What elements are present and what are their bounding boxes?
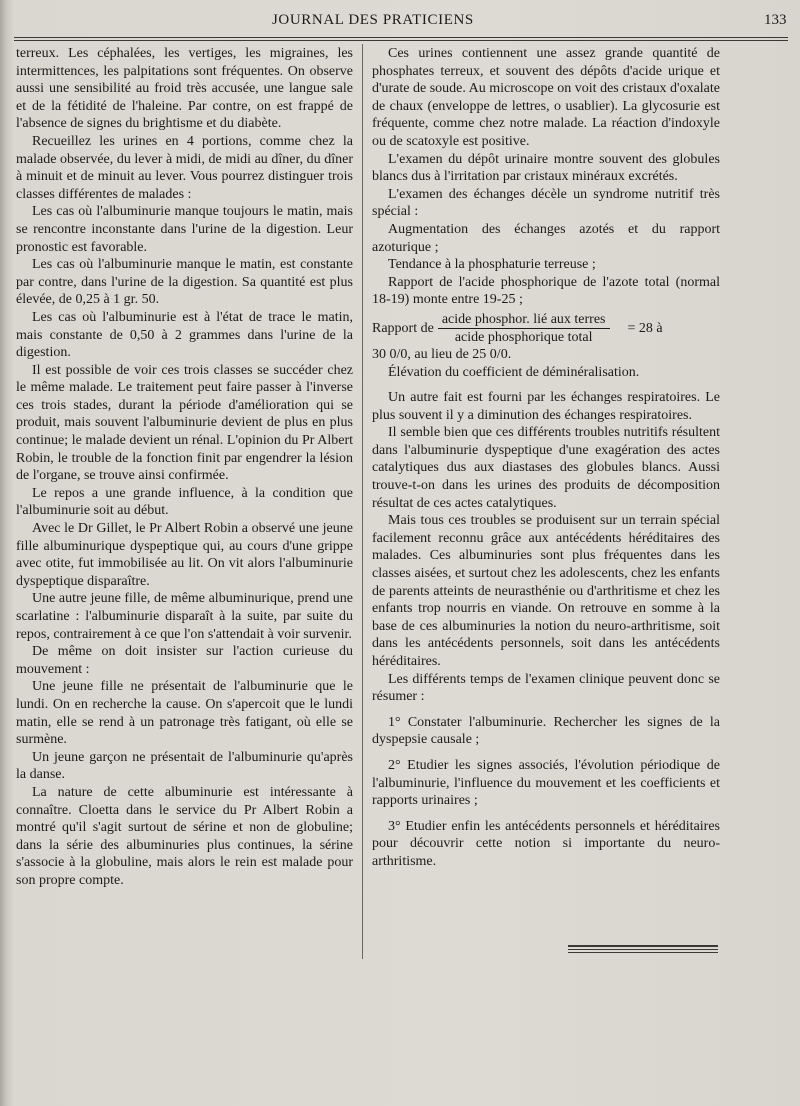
paragraph: La nature de cette albuminurie est intéressante à connaître. Cloetta dans le service du Pr Albert Robin a montré qu'il s'agit surtout de sérine et non de globuline; dans la série des albuminuries plus continues, la sérine s'associe à la globuline, mais alors le rein est malade pour son propre compte. [16,784,353,888]
header-rule-double [14,40,788,41]
paragraph: L'examen du dépôt urinaire montre souvent des globules blancs dus à l'irritation par cristaux minéraux excrétés. [372,151,720,185]
paragraph: Un jeune garçon ne présentait de l'albuminurie qu'après la danse. [16,749,353,783]
paragraph: Les cas où l'albuminurie manque le matin, est constante par contre, dans l'urine de la digestion. Sa quantité est plus élevée, de 0,25 à 1 gr. 50. [16,257,353,308]
paragraph: Il semble bien que ces différents troubles nutritifs résultent dans l'albuminurie dyspeptique d'une exagération des actes catalytiques dus aux diastases des globules blancs. Aussi trouve-t-on dans les urines des produits de décomposition résultat de ces actes catalytiques. [372,425,720,511]
end-rule [568,952,718,953]
end-rule [568,945,718,947]
page-number: 133 [764,12,787,28]
paragraph: Ces urines contiennent une assez grande quantité de phosphates terreux, et souvent des dépôts d'acide urique et d'urate de soude. Au microscope on voit des cristaux d'oxalate de chaux (enveloppe de lettres, o usablier). La glycosurie est fréquente, comme chez notre malade. La réaction d'indoxyle ou de scatoxyle est positive. [372,46,720,149]
list-item: 1° Constater l'albuminurie. Rechercher les signes de la dyspepsie causale ; [372,714,720,748]
paragraph: Avec le Dr Gillet, le Pr Albert Robin a observé une jeune fille albuminurique dyspeptique qui, au cours d'une grippe avec otite, fut immobilisée au lit. On vit alors l'albuminurie dyspeptique disparaître. [16,521,353,589]
left-column [16,45,353,890]
header-rule [14,37,788,38]
formula-continuation: 30 0/0, au lieu de 25 0/0. [372,346,512,362]
list-item: 3° Etudier enfin les antécédents personnels et héréditaires pour découvrir cette notion si importante du neuro-arthritisme. [372,818,720,869]
paragraph: terreux. Les céphalées, les vertiges, les migraines, les intermittences, les palpitations sont fréquentes. On observe aussi une sensibilité au froid très accusée, une langue sale et de la fétidité de l'haleine. Par contre, on est frappé de l'absence de signes du brightisme et du diabète. [16,46,353,132]
paragraph: Les cas où l'albuminurie manque toujours le matin, mais se rencontre inconstante dans l'urine de la digestion. Leur pronostic est favorable. [16,204,353,255]
paragraph: Recueillez les urines en 4 portions, comme chez la malade observée, du lever à midi, de midi au dîner, du dîner à minuit et de minuit au lever. Vous pourrez distinguer trois classes différentes de malades : [16,133,353,202]
formula-denominator: acide phosphorique total [454,329,593,345]
paragraph: Augmentation des échanges azotés et du rapport azoturique ; [372,221,720,255]
paragraph: Une autre jeune fille, de même albuminurique, prend une scarlatine : l'albuminurie disparaît à la suite, par suite du repos, contrairement à ce que l'on s'attendait à voir survenir. [16,591,353,642]
paragraph: Un autre fait est fourni par les échanges respiratoires. Le plus souvent il y a diminution des échanges respiratoires. [372,390,720,423]
paragraph: Élévation du coefficient de déminéralisation. [388,364,640,380]
list-item: 2° Etudier les signes associés, l'évolution périodique de l'albuminurie, l'influence du mouvement et les coefficients et rapports urinaires ; [372,757,720,809]
running-header [10,12,800,40]
formula-numerator: acide phosphor. lié aux terres [438,311,610,329]
paragraph: Il est possible de voir ces trois classes se succéder chez le même malade. Le traitement peut faire passer à l'inverse ces trois stades, durant la période d'amélioration qui se produit, mais souvent l'albuminurie devient de plus en plus continue; le malade devient un rénal. L'opinion du Pr Albert Robin, le trouble de la fonction finit par engendrer la lésion de l'organe, se trouve ainsi confirmée. [16,362,353,484]
paragraph: Les cas où l'albuminurie est à l'état de trace le matin, mais constante de 0,50 à 2 grammes dans l'urine de la digestion. [16,309,353,361]
paragraph: L'examen des échanges décèle un syndrome nutritif très spécial : [372,186,720,220]
paragraph: Tendance à la phosphaturie terreuse ; [388,257,596,273]
journal-title: JOURNAL DES PRATICIENS [272,12,474,28]
end-rule [568,949,718,950]
paragraph: Les différents temps de l'examen clinique peuvent donc se résumer : [372,671,720,705]
paragraph: Le repos a une grande influence, à la condition que l'albuminurie soit au début. [16,485,353,519]
paragraph: Mais tous ces troubles se produisent sur un terrain spécial facilement reconnu grâce aux antécédents héréditaires des malades. Ces albuminuries sont plus fréquentes dans les classes aisées, et surtout chez les adolescents, chez les enfants de parents atteints de neurasthénie ou d'arthritisme et chez les enfants trop nourris en viande. On retrouve en somme à la base de ces albuminuries la notion du neuro-arthritisme, soit dans les antécédents personnels, soit dans les antécédents héréditaires. [372,513,720,669]
paragraph: Une jeune fille ne présentait de l'albuminurie que le lundi. On en recherche la cause. On s'apercoit que le lundi matin, elle se rend à un patronage très fatigant, où elle se surmène. [16,679,353,748]
column-divider [362,44,363,959]
paragraph: Rapport de l'acide phosphorique de l'azote total (normal 18-19) monte entre 19-25 ; [372,274,720,308]
formula-result: = 28 à [627,320,663,336]
right-column [372,45,720,871]
paragraph: De même on doit insister sur l'action curieuse du mouvement : [16,644,353,677]
formula-label: Rapport de [372,320,434,336]
formula-fraction [438,311,610,346]
ratio-formula [372,311,720,346]
